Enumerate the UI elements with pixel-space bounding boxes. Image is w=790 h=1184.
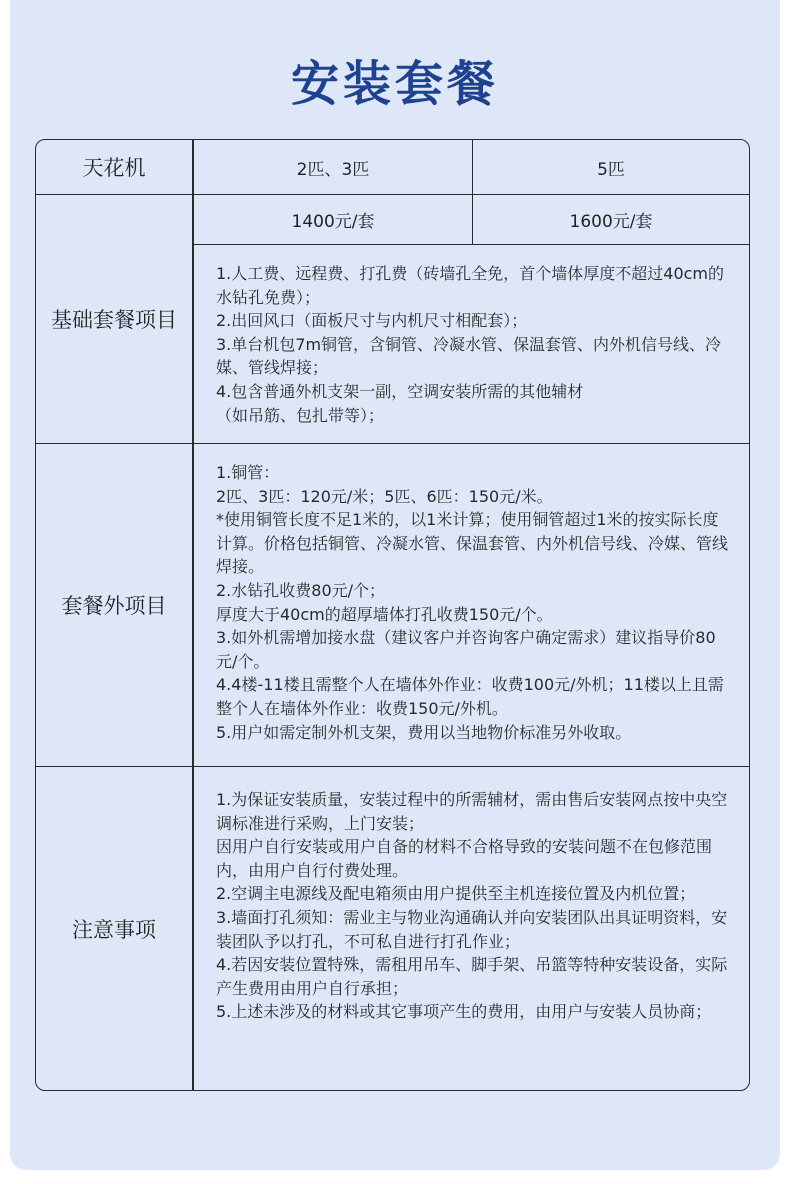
header-model-large: 5匹 <box>597 159 625 180</box>
header-model-small: 2匹、3匹 <box>296 159 370 180</box>
extra-items-text: 1.铜管： 2匹、3匹：120元/米；5匹、6匹：150元/米。 *使用铜管长度不足1米的，以1米计算；使用铜管超过1米的按实际长度计算。价格包括铜管、冷凝水管、保温套管、内外机信号线、冷媒、管线焊接。 2.水钻孔收费80元/个； 厚度大于40cm的超厚墙体打孔收费150元/个。 3.如外机需增加接水盘（建议客户并咨询客户确定需求）建议指导价80元/个。 4.4楼-11楼且需整个人在墙体外作业：收费100元/外机；11楼以上且需整个人在墙体外作业：收费150元/外机。 5.用户如需定制外机支架，费用以当地物价标准另外收取。 <box>216 463 729 742</box>
notice-label: 注意事项 <box>72 917 156 942</box>
notice-text: 1.为保证安装质量，安装过程中的所需辅材，需由售后安装网点按中央空调标准进行采购，上门安装； 因用户自行安装或用户自备的材料不合格导致的安装问题不在包修范围内，由用户自行付费处理。 2.空调主电源线及配电箱须由用户提供至主机连接位置及内机位置； 3.墙面打孔须知：需业主与物业沟通确认并向安装团队出具证明资料，安装团队予以打孔，不可私自进行打孔作业； 4.若因安装位置特殊，需租用吊车、脚手架、吊篮等特种安装设备，实际产生费用由用户自行承担； 5.上述未涉及的材料或其它事项产生的费用，由用户与安装人员协商； <box>216 790 728 1022</box>
basic-package-text: 1.人工费、远程费、打孔费（砖墙孔全免，首个墙体厚度不超过40cm的水钻孔免费）； 2.出回风口（面板尺寸与内机尺寸相配套）； 3.单台机包7m铜管，含铜管、冷凝水管、保温套管、内外机信号线、冷媒、管线焊接； 4.包含普通外机支架一副，空调安装所需的其他辅材 （如吊筋、包扎带等）； <box>216 264 725 425</box>
column-divider <box>192 140 194 1090</box>
price-large: 1600元/套 <box>569 212 653 232</box>
package-table <box>35 139 750 1091</box>
extra-items-label: 套餐外项目 <box>61 594 167 618</box>
basic-package-label: 基础套餐项目 <box>51 308 177 332</box>
header-label: 天花机 <box>82 156 146 180</box>
price-small: 1400元/套 <box>291 212 375 232</box>
page-title: 安装套餐 <box>290 56 499 112</box>
row-divider <box>193 244 749 245</box>
